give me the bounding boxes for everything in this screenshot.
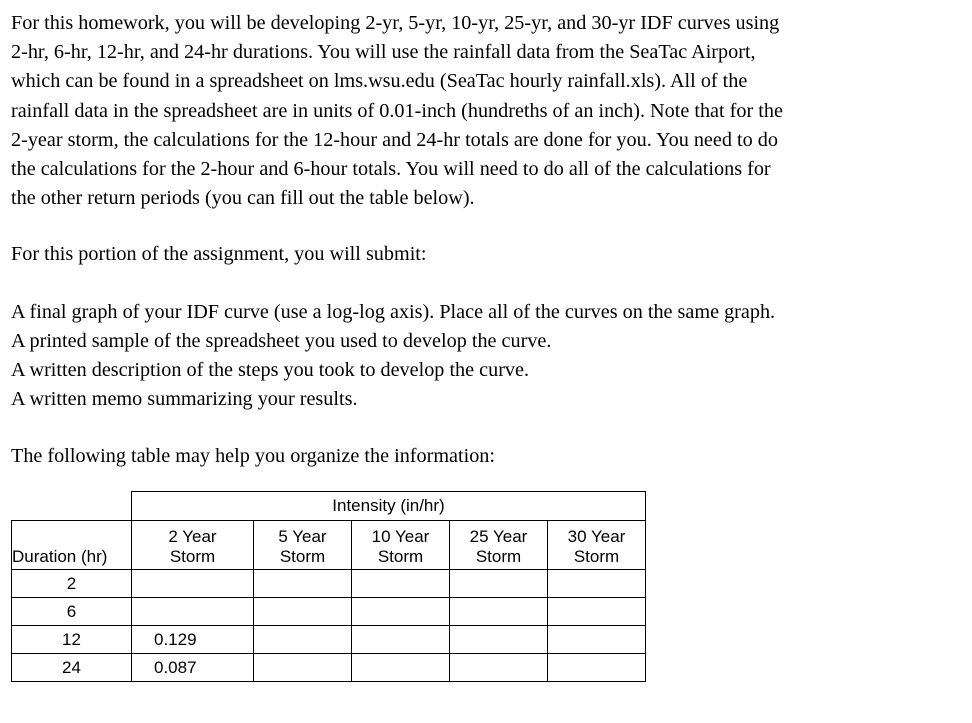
- value-cell: [352, 570, 450, 598]
- duration-cell: 24: [12, 654, 132, 682]
- value-cell: [132, 570, 254, 598]
- submit-item: A printed sample of the spreadsheet you used to develop the curve.: [11, 329, 552, 352]
- column-header-30yr: 30 Year Storm: [548, 521, 646, 570]
- value-cell: [548, 626, 646, 654]
- value-cell: [254, 626, 352, 654]
- value-cell: [132, 598, 254, 626]
- homework-document: [11, 9, 966, 472]
- value-cell: [450, 570, 548, 598]
- column-header-2yr: 2 Year Storm: [132, 521, 254, 570]
- value-cell: [450, 626, 548, 654]
- intro-line: rainfall data in the spreadsheet are in units of 0.01-inch (hundreths of an inch). Note that for the: [11, 99, 783, 122]
- table-row: [12, 598, 646, 626]
- intro-line: 2-year storm, the calculations for the 12-hour and 24-hr totals are done for you. You need to do: [11, 128, 778, 151]
- column-header-25yr: 25 Year Storm: [450, 521, 548, 570]
- value-cell: [450, 598, 548, 626]
- column-header-5yr: 5 Year Storm: [254, 521, 352, 570]
- table-row: [12, 654, 646, 682]
- intro-line: For this homework, you will be developing 2-yr, 5-yr, 10-yr, 25-yr, and 30-yr IDF curves using: [11, 12, 780, 34]
- table-row: [12, 626, 646, 654]
- table-intro: The following table may help you organize the information:: [11, 445, 495, 468]
- submit-item: A written memo summarizing your results.: [11, 388, 358, 411]
- submit-item: A final graph of your IDF curve (use a log-log axis). Place all of the curves on the same graph.: [11, 300, 776, 323]
- intensity-table: [11, 491, 646, 682]
- intensity-group-header: Intensity (in/hr): [132, 492, 646, 521]
- intro-line: which can be found in a spreadsheet on lms.wsu.edu (SeaTac hourly rainfall.xls). All of the: [11, 70, 748, 93]
- value-cell: [254, 598, 352, 626]
- submit-list: [11, 298, 966, 415]
- submit-item: A written description of the steps you took to develop the curve.: [11, 359, 530, 382]
- value-cell: [548, 570, 646, 598]
- intro-line: the other return periods (you can fill out the table below).: [11, 187, 475, 210]
- value-cell: 0.087: [132, 654, 254, 682]
- value-cell: [352, 654, 450, 682]
- intro-line: 2-hr, 6-hr, 12-hr, and 24-hr durations. You will use the rainfall data from the SeaTac Airport,: [11, 41, 756, 64]
- intensity-table-wrapper: [11, 491, 646, 682]
- table-row: [12, 570, 646, 598]
- duration-cell: 2: [12, 570, 132, 598]
- value-cell: [352, 626, 450, 654]
- intro-paragraph: [11, 9, 966, 213]
- value-cell: [548, 598, 646, 626]
- value-cell: [254, 654, 352, 682]
- duration-cell: 6: [12, 598, 132, 626]
- intro-line: the calculations for the 2-hour and 6-hour totals. You will need to do all of the calculations for: [11, 158, 771, 181]
- duration-header: Duration (hr): [12, 521, 132, 570]
- value-cell: [450, 654, 548, 682]
- submit-intro: For this portion of the assignment, you will submit:: [11, 243, 427, 266]
- duration-cell: 12: [12, 626, 132, 654]
- blank-corner: [12, 492, 132, 521]
- value-cell: [352, 598, 450, 626]
- column-header-10yr: 10 Year Storm: [352, 521, 450, 570]
- value-cell: 0.129: [132, 626, 254, 654]
- value-cell: [254, 570, 352, 598]
- value-cell: [548, 654, 646, 682]
